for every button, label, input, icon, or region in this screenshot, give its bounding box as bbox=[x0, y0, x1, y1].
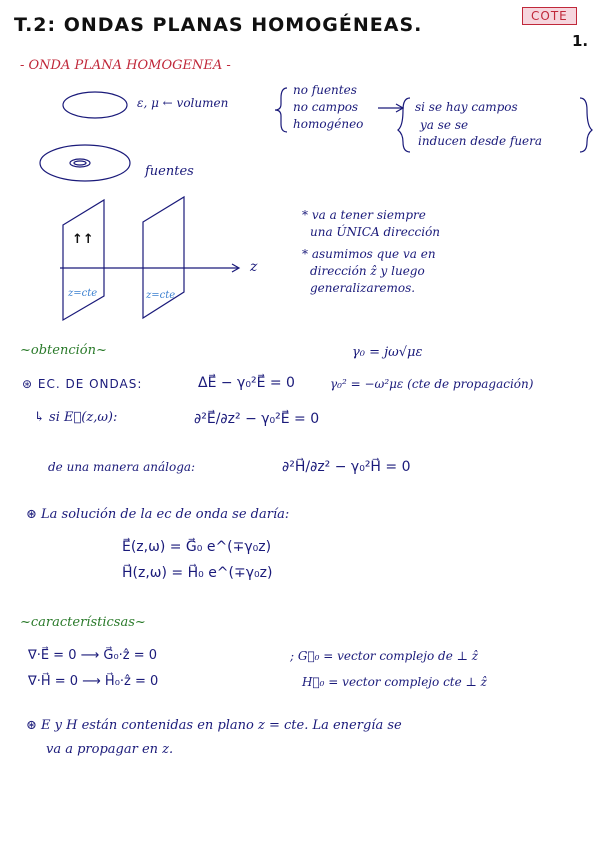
note-line-1: si se hay campos bbox=[415, 100, 518, 114]
solucion-label: ⊛ La solución de la ec de onda se daría: bbox=[26, 507, 290, 522]
note-line-3: inducen desde fuera bbox=[418, 134, 543, 148]
sources-core bbox=[70, 159, 90, 167]
note-2-line-2: dirección ẑ y luego bbox=[310, 264, 425, 278]
brace-item-no-fuentes: no fuentes bbox=[293, 83, 357, 97]
ec-ondas-equation: ΔE⃗ − γ₀²E⃗ = 0 bbox=[198, 375, 295, 391]
section-onda-plana-heading: - ONDA PLANA HOMOGENEA - bbox=[20, 58, 231, 73]
solution-h: H⃗(z,ω) = H⃗₀ e^(∓γ₀z) bbox=[122, 565, 273, 581]
section-caracteristicas-heading: ~característicsas~ bbox=[20, 615, 146, 630]
brace-shape bbox=[275, 88, 287, 132]
gamma0-definition: γ₀ = jω√με bbox=[352, 345, 423, 360]
page-number: 1. bbox=[572, 32, 589, 50]
analoga-label: de una manera análoga: bbox=[48, 460, 196, 474]
note-1-line-1: * va a tener siempre bbox=[302, 208, 426, 222]
plane-1-label: z=cte bbox=[68, 288, 98, 299]
eq-e-z: ∂²E⃗/∂z² − γ₀²E⃗ = 0 bbox=[194, 411, 320, 427]
conclusion-line-2: va a propagar en z. bbox=[46, 742, 174, 757]
note-1-line-2: una ÚNICA dirección bbox=[310, 225, 441, 239]
div-e-line: ∇·E⃗ = 0 ⟶ G⃗₀·ẑ = 0 bbox=[28, 648, 158, 663]
note-line-2: ya se se bbox=[420, 118, 469, 132]
sources-label: fuentes bbox=[145, 164, 194, 179]
div-h-note: H⃗₀ = vector complejo cte ⊥ ẑ bbox=[302, 675, 487, 689]
solution-e: E⃗(z,ω) = G⃗₀ e^(∓γ₀z) bbox=[122, 539, 272, 555]
section-obtencion-heading: ~obtención~ bbox=[20, 343, 107, 358]
note-brace-right bbox=[580, 98, 592, 152]
note-2-line-1: * asumimos que va en bbox=[302, 247, 436, 261]
medium-label: ε, μ ← volumen bbox=[137, 96, 229, 110]
page-title: T.2: ONDAS PLANAS HOMOGÉNEAS. bbox=[14, 14, 423, 36]
brace-item-no-campos: no campos bbox=[293, 100, 359, 114]
z-axis-label: z bbox=[250, 259, 258, 275]
si-label: ↳ si E⃗(z,ω): bbox=[34, 410, 118, 425]
plane-1 bbox=[63, 200, 104, 320]
note-2-line-3: generalizaremos. bbox=[310, 281, 416, 295]
medium-ellipse bbox=[63, 92, 127, 118]
div-e-note: ; G⃗₀ = vector complejo de ⊥ ẑ bbox=[290, 649, 479, 663]
gamma-squared: γ₀² = −ω²με (cte de propagación) bbox=[330, 377, 534, 391]
eq-h-z: ∂²H⃗/∂z² − γ₀²H⃗ = 0 bbox=[282, 459, 411, 475]
sources-inner bbox=[74, 161, 86, 165]
conclusion-line-1: ⊛ E y H están contenidas en plano z = cte. La energía se bbox=[26, 718, 402, 733]
plane-arrows: ↑↑ bbox=[72, 232, 94, 247]
brace-item-homogeneo: homogéneo bbox=[293, 117, 364, 131]
plane-2-label: z=cte bbox=[146, 290, 176, 301]
author-badge: COTE bbox=[522, 7, 577, 25]
sources-ellipse bbox=[40, 145, 130, 181]
ec-ondas-label: ⊛ EC. DE ONDAS: bbox=[22, 377, 143, 391]
div-h-line: ∇·H⃗ = 0 ⟶ H⃗₀·ẑ = 0 bbox=[28, 674, 159, 689]
